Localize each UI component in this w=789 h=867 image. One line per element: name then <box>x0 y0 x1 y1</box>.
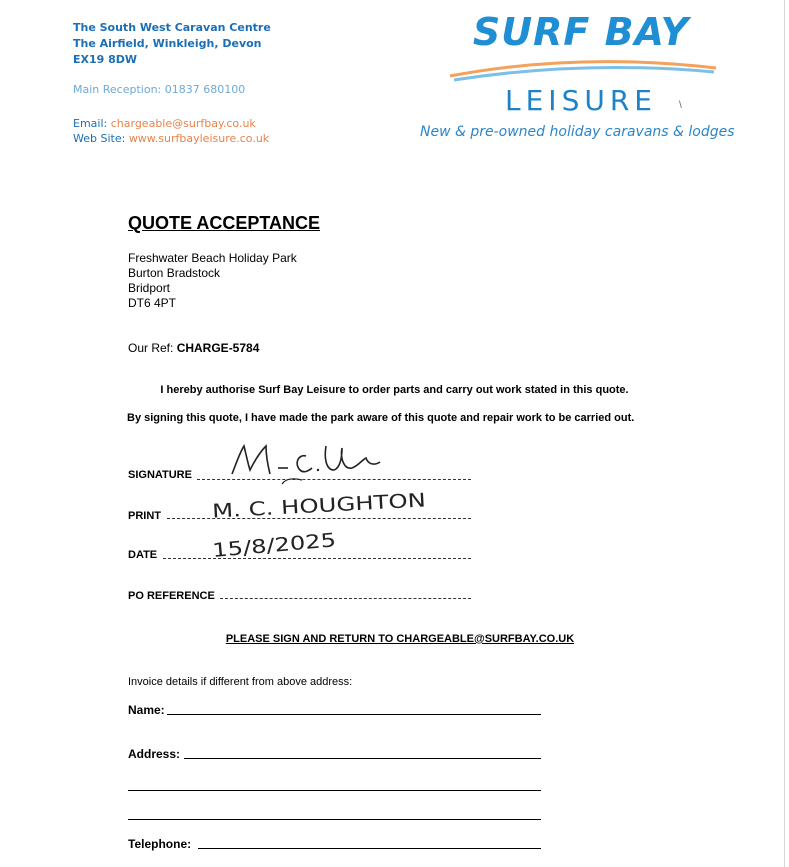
website-link[interactable]: www.surfbayleisure.co.uk <box>128 132 270 145</box>
website-label: Web Site: <box>73 132 129 145</box>
handwritten-print-name <box>210 488 450 524</box>
invoice-address-line-3[interactable] <box>128 819 541 820</box>
park-line-4: DT6 4PT <box>128 296 177 310</box>
return-instruction: PLEASE SIGN AND RETURN TO CHARGEABLE@SURFBAY.CO.UK <box>225 633 575 645</box>
invoice-details-label: Invoice details if different from above address: <box>128 676 353 688</box>
print-label: PRINT <box>128 510 161 522</box>
address-line-1: The South West Caravan Centre <box>73 21 271 34</box>
address-line-3: EX19 8DW <box>73 53 138 66</box>
website-line <box>73 131 269 146</box>
page-title: QUOTE ACCEPTANCE <box>128 213 321 233</box>
address-line-2: The Airfield, Winkleigh, Devon <box>73 37 262 50</box>
park-line-2: Burton Bradstock <box>128 266 221 280</box>
page-edge <box>784 0 785 867</box>
date-label: DATE <box>128 549 158 561</box>
print-name-text: M. C. HOUGHTON <box>211 491 380 523</box>
po-reference-line[interactable] <box>220 598 471 599</box>
email-line <box>73 116 269 131</box>
invoice-telephone-label: Telephone: <box>128 837 192 851</box>
invoice-name-line[interactable] <box>167 714 541 715</box>
po-reference-label: PO REFERENCE <box>128 590 215 602</box>
company-address <box>73 20 271 68</box>
invoice-address-line-2[interactable] <box>128 790 541 791</box>
tagline: New & pre-owned holiday caravans & lodges <box>420 124 735 140</box>
handwritten-signature <box>222 440 392 490</box>
ref-label: Our Ref: <box>128 341 177 355</box>
signature-label: SIGNATURE <box>128 469 192 481</box>
park-line-3: Bridport <box>128 281 171 295</box>
ref-value: CHARGE-5784 <box>176 341 260 355</box>
invoice-address-label: Address: <box>128 747 181 761</box>
invoice-address-line-1[interactable] <box>184 758 541 759</box>
email-link[interactable]: chargeable@surfbay.co.uk <box>110 117 256 130</box>
stray-mark: \ <box>679 100 682 111</box>
park-address <box>128 251 297 311</box>
email-label: Email: <box>73 117 111 130</box>
logo-swoosh-icon <box>448 56 718 84</box>
invoice-telephone-line[interactable] <box>198 848 541 849</box>
authorise-statement: I hereby authorise Surf Bay Leisure to order parts and carry out work stated in this quote. <box>160 384 629 396</box>
logo-surf-bay: SURF BAY <box>472 10 690 54</box>
invoice-name-label: Name: <box>128 703 165 717</box>
handwritten-date <box>210 526 350 562</box>
main-reception-phone: Main Reception: 01837 680100 <box>73 83 246 96</box>
our-reference <box>128 341 259 355</box>
logo-leisure: LEISURE <box>505 84 657 117</box>
park-aware-statement: By signing this quote, I have made the park aware of this quote and repair work to be carried out. <box>127 412 635 424</box>
date-text: 15/8/2025 <box>211 531 311 563</box>
park-line-1: Freshwater Beach Holiday Park <box>128 251 297 265</box>
contact-block <box>73 116 269 146</box>
